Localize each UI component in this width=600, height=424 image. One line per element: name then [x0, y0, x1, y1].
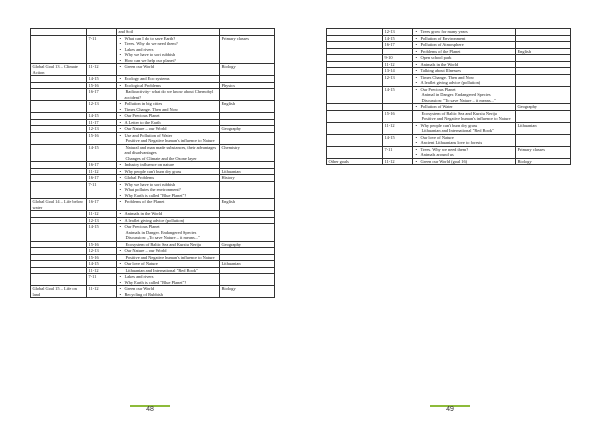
topic-line: • Why Earth is called "Blue Planet"?	[119, 280, 218, 286]
grade-cell: 11-12	[87, 267, 117, 274]
grade-cell: 15-16	[87, 254, 117, 261]
topic-line: • Pollution of Atmosphere	[415, 42, 514, 48]
global-goal-cell: Global Goal 15 – Life on land	[31, 286, 87, 298]
subject-cell: Geography	[516, 104, 571, 111]
global-goal-cell: Global Goal 13 – Climate Action	[31, 64, 87, 76]
grade-cell: 15-16	[87, 241, 117, 248]
topic-cell	[117, 286, 220, 298]
global-goal-cell	[31, 35, 87, 64]
grade-cell: 14-15	[87, 113, 117, 120]
topic-line: • Discussion: "To save Nature – it means..."	[415, 98, 514, 104]
global-goal-cell	[327, 122, 383, 134]
topic-cell	[117, 274, 220, 286]
subject-cell: Primary classes	[516, 146, 571, 158]
grade-cell: 14-15	[383, 134, 413, 146]
table-row	[327, 110, 571, 122]
topic-line: • Green our World (goal 16)	[415, 159, 514, 165]
table-row	[31, 181, 275, 199]
topic-line: • Our Precious Planet	[119, 224, 218, 230]
table-row	[31, 89, 275, 101]
grade-cell: 7-11	[87, 274, 117, 286]
subject-cell	[516, 134, 571, 146]
grade-cell: 12-13	[383, 74, 413, 86]
topic-line: • Ecological Problems	[119, 83, 218, 89]
subject-cell	[220, 132, 275, 144]
topic-line: • Animals in Danger. Endangered Species	[119, 230, 218, 236]
subject-cell: Lithuanian	[220, 168, 275, 175]
global-goal-cell	[31, 181, 87, 199]
topic-cell	[413, 74, 516, 86]
topic-cell	[413, 122, 516, 134]
subject-cell: History	[220, 175, 275, 182]
topic-line: • Ecosystem of Baltic Sea and Kursiu Nerija	[415, 111, 514, 117]
topic-cell	[117, 89, 220, 101]
grade-cell: 12-13	[87, 126, 117, 133]
table-row	[31, 35, 275, 64]
topic-line: • Our Precious Planet	[119, 113, 218, 119]
topic-line: • Our Precious Planet	[415, 87, 514, 93]
topic-line: • Green our World	[119, 286, 218, 292]
curriculum-table-right	[326, 28, 571, 165]
grade-cell: 11-12	[383, 122, 413, 134]
topic-line: • What pollutes the environment?	[119, 187, 218, 193]
grade-cell: 11-12	[87, 211, 117, 218]
right-page	[300, 0, 600, 424]
global-goal-cell	[327, 74, 383, 86]
subject-cell: English	[220, 199, 275, 211]
topic-line: • Times Change. Then and Now	[119, 107, 218, 113]
topic-line: • Why people can't burn dry grass	[119, 169, 218, 175]
global-goal-cell	[31, 274, 87, 286]
topic-line: • Lithuanian and International "Red Book"	[415, 128, 514, 134]
topic-line: • Pollution in big cities	[119, 101, 218, 107]
table-row	[31, 274, 275, 286]
topic-line: • Ancient Lithuanians love to forests	[415, 140, 514, 146]
grade-cell: 12-13	[87, 217, 117, 224]
subject-cell: Biology	[220, 64, 275, 76]
subject-cell: Biology	[220, 286, 275, 298]
global-goal-cell	[327, 110, 383, 122]
grade-cell: 7-11	[87, 35, 117, 64]
topic-cell	[117, 144, 220, 162]
table-row	[31, 132, 275, 144]
subject-cell	[220, 89, 275, 101]
grade-cell: 15-16	[87, 132, 117, 144]
grade-cell: 11-12	[383, 61, 413, 68]
topic-cell	[117, 101, 220, 113]
topic-line: • Problems of the Planet	[415, 49, 514, 55]
topic-line: • Trees grow for many years	[415, 29, 514, 35]
table-row	[31, 224, 275, 242]
topic-line: • Ecology and Eco systems	[119, 76, 218, 82]
grade-cell: 11-12	[87, 64, 117, 76]
table-row	[327, 134, 571, 146]
subject-cell	[516, 110, 571, 122]
topic-line: • Animals in the World	[119, 211, 218, 217]
grade-cell: 15-16	[87, 82, 117, 89]
table-row	[327, 122, 571, 134]
grade-cell: 16-17	[87, 175, 117, 182]
topic-line: • Positive and Negative human's influence to Nature	[415, 116, 514, 122]
topic-line: • Why we have to sort rubbish	[119, 182, 218, 188]
topic-cell	[413, 86, 516, 104]
topic-line: • Pollution of Water	[415, 104, 514, 110]
subject-cell: Biology	[516, 158, 571, 165]
grade-cell: 12-13	[87, 248, 117, 255]
page-number: 48	[146, 406, 154, 413]
topic-line: • Trees. Why we need them?	[415, 147, 514, 153]
topic-cell	[117, 254, 220, 261]
topic-line: • Times Change. Then and Now	[415, 75, 514, 81]
table-row	[31, 144, 275, 162]
topic-line: • Why people can't burn dry grass	[415, 123, 514, 129]
subject-cell: Chemistry	[220, 144, 275, 162]
global-goal-cell	[31, 144, 87, 162]
topic-line: • Global Problems	[119, 175, 218, 181]
subject-cell	[220, 224, 275, 242]
subject-cell: Lithuanian	[220, 261, 275, 268]
topic-line: • Talking about Illnesses	[415, 68, 514, 74]
global-goal-cell	[31, 101, 87, 113]
grade-cell: 12-13	[87, 101, 117, 113]
topic-line: • Positive and Negative human's influence to Nature	[119, 138, 218, 144]
grade-cell: 16-17	[87, 89, 117, 101]
subject-cell	[516, 74, 571, 86]
global-goal-cell	[31, 132, 87, 144]
topic-line: • Why Earth is called "Blue Planet"?	[119, 193, 218, 199]
topic-line: • Lakes and rivers	[119, 274, 218, 280]
global-goal-cell	[31, 89, 87, 101]
table-row	[31, 101, 275, 113]
topic-line: • Animals in the World	[415, 62, 514, 68]
subject-cell	[220, 181, 275, 199]
topic-line: • Lakes and rivers	[119, 47, 218, 53]
topic-line: • A Letter to the Earth	[119, 120, 218, 126]
topic-line: • Radioactivity- what do we know about Chernobyl accident?	[119, 89, 218, 100]
topic-line: • Natural and man made substances, their advantages and disadvantages	[119, 145, 218, 156]
grade-cell: 7-11	[87, 181, 117, 199]
subject-cell: Geography	[220, 241, 275, 248]
topic-line: • Our love of Nature	[119, 261, 218, 267]
topic-line: • Recycling of Rubbish	[119, 292, 218, 298]
table-row	[327, 158, 571, 165]
topic-line: • Ecosystem of Baltic Sea and Kursiu Nerija	[119, 242, 218, 248]
topic-cell	[117, 64, 220, 76]
table-row	[327, 86, 571, 104]
grade-cell: 15-16	[383, 110, 413, 122]
topic-line: • A leaflet giving advice (pollution)	[415, 80, 514, 86]
topic-line: • A leaflet giving advice (pollution)	[119, 218, 218, 224]
topic-cell	[413, 110, 516, 122]
global-goal-cell	[327, 86, 383, 104]
grade-cell: 13-14	[383, 68, 413, 75]
topic-line: • Discussion: „To save Nature – it means..."	[119, 235, 218, 241]
table-row	[327, 74, 571, 86]
subject-cell: Geography	[220, 126, 275, 133]
topic-line: • Our Nature – our World	[119, 126, 218, 132]
subject-cell: Lithuanian	[516, 122, 571, 134]
subject-cell: English	[516, 48, 571, 55]
grade-cell: 11-12	[383, 158, 413, 165]
subject-cell	[516, 86, 571, 104]
grade-cell: 14-15	[383, 35, 413, 42]
topic-cell	[413, 146, 516, 158]
grade-cell: 16-17	[383, 42, 413, 49]
page-number: 49	[446, 406, 454, 413]
topic-line: • Pollution of Environment	[415, 36, 514, 42]
global-goal-cell	[31, 224, 87, 242]
topic-line: • Lithuanian and International "Red Book"	[119, 268, 218, 274]
grade-cell: 14-15	[87, 144, 117, 162]
table-row	[327, 146, 571, 158]
topic-line: • Our love of Nature	[415, 135, 514, 141]
subject-cell	[220, 274, 275, 286]
topic-cell	[117, 35, 220, 64]
grade-cell: 11-12	[87, 286, 117, 298]
topic-cell	[413, 158, 516, 165]
grade-cell: 11-17	[87, 119, 117, 126]
topic-line: • Open school park	[415, 55, 514, 61]
topic-line: • Use and Pollution of Water	[119, 133, 218, 139]
topic-cell	[413, 134, 516, 146]
topic-cell	[117, 224, 220, 242]
grade-cell: 16-17	[87, 162, 117, 169]
grade-cell: 14-15	[87, 76, 117, 83]
topic-line: • Changes of Climate and the Ozone layer	[119, 156, 218, 162]
topic-line: • Green our World	[119, 64, 218, 70]
table-row	[31, 286, 275, 298]
grade-cell: 7-11	[383, 146, 413, 158]
table-row	[31, 199, 275, 211]
topic-cell	[117, 132, 220, 144]
subject-cell: Primary classes	[220, 35, 275, 64]
topic-line: • Positive and Negative human's influence to Nature	[119, 255, 218, 261]
topic-line: • Animal in Danger. Endangered Species	[415, 92, 514, 98]
topic-cell	[117, 181, 220, 199]
topic-line: • What can I do to save Earth?	[119, 36, 218, 42]
global-goal-cell: Global Goal 14 – Life below water	[31, 199, 87, 211]
global-goal-cell	[327, 134, 383, 146]
grade-cell: 14-15	[87, 261, 117, 268]
topic-line: • Animals around us	[415, 152, 514, 158]
grade-cell: 11-12	[87, 168, 117, 175]
grade-cell: 12-13	[383, 29, 413, 36]
topic-line: • Our Nature – our World	[119, 248, 218, 254]
topic-cell	[117, 199, 220, 211]
grade-cell: 16-17	[87, 199, 117, 211]
curriculum-table-left	[30, 28, 275, 298]
topic-line: and Soil	[118, 29, 134, 34]
grade-cell: 14-15	[383, 86, 413, 104]
topic-line: • Problems of the Planet	[119, 199, 218, 205]
topic-line: • Why we have to sort rubbish	[119, 52, 218, 58]
global-goal-cell	[327, 146, 383, 158]
table-row	[31, 64, 275, 76]
subject-cell: English	[220, 101, 275, 113]
grade-cell: 9-10	[383, 55, 413, 62]
topic-line: • Industry influence on nature	[119, 162, 218, 168]
grade-cell: 14-15	[87, 224, 117, 242]
global-goal-cell: Other goals	[327, 158, 383, 165]
topic-line: • Trees. Why do we need them?	[119, 41, 218, 47]
topic-line: • How can we help our planet?	[119, 58, 218, 64]
subject-cell: Physics	[220, 82, 275, 89]
